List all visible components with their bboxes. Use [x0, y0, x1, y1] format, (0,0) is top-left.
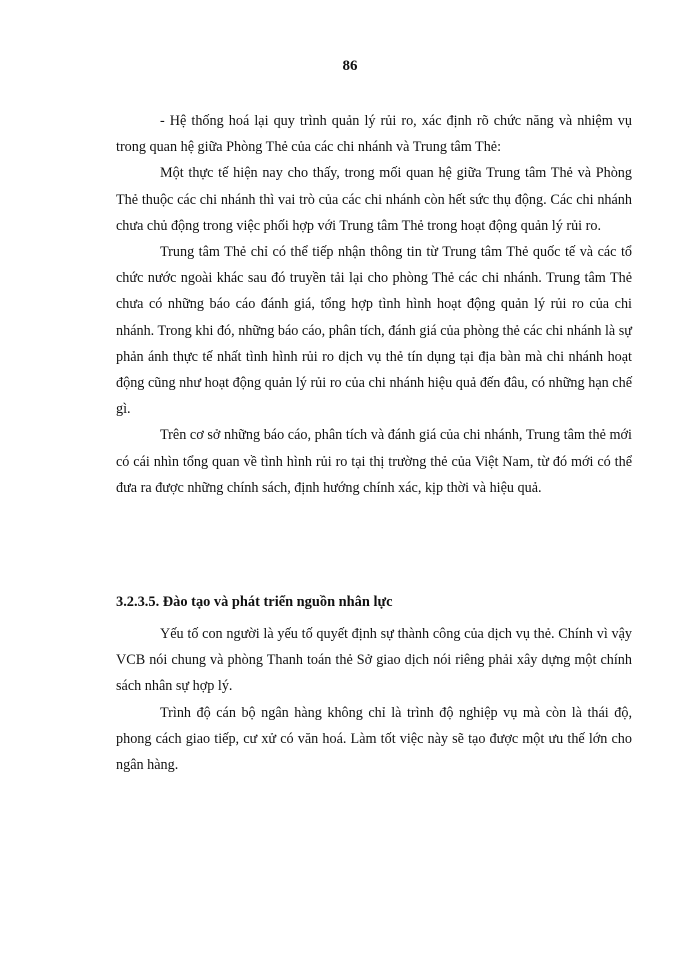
section-heading: 3.2.3.5. Đào tạo và phát triển nguồn nhân lực [116, 594, 393, 611]
section-spacer [116, 501, 632, 589]
page-body [116, 108, 632, 778]
paragraph-risk-process: - Hệ thống hoá lại quy trình quản lý rủi ro, xác định rõ chức năng và nhiệm vụ trong quan hệ giữa Phòng Thẻ của các chi nhánh và Trung tâm Thẻ: [116, 113, 632, 156]
paragraph-card-center-info: Trung tâm Thẻ chỉ có thể tiếp nhận thông tin từ Trung tâm Thẻ quốc tế và các tổ chức nước ngoài khác sau đó truyền tải lại cho phòng Thẻ các chi nhánh. Trung tâm Thẻ chưa có những báo cáo đánh giá, tổng hợp tình hình hoạt động quản lý rủi ro của chi nhánh. Trong khi đó, những báo cáo, phân tích, đánh giá của phòng thẻ các chi nhánh là sự phản ánh thực tế nhất tình hình rủi ro dịch vụ thẻ tín dụng tại địa bàn mà chi nhánh hoạt động cũng như hoạt động quản lý rủi ro của chi nhánh hiệu quả đến đâu, có những hạn chế gì. [116, 244, 632, 418]
paragraph-human-factor: Yếu tố con người là yếu tố quyết định sự thành công của dịch vụ thẻ. Chính vì vậy VCB nói chung và phòng Thanh toán thẻ Sở giao dịch nói riêng phải xây dựng một chính sách nhân sự hợp lý. [116, 626, 632, 695]
paragraph-branch-role: Một thực tế hiện nay cho thấy, trong mối quan hệ giữa Trung tâm Thẻ và Phòng Thẻ thuộc các chi nhánh thì vai trò của các chi nhánh còn hết sức thụ động. Các chi nhánh chưa chủ động trong việc phối hợp với Trung tâm Thẻ trong hoạt động quản lý rủi ro. [116, 165, 632, 234]
paragraph-overview: Trên cơ sở những báo cáo, phân tích và đánh giá của chi nhánh, Trung tâm thẻ mới có cái nhìn tổng quan về tình hình rủi ro tại thị trường thẻ của Việt Nam, từ đó mới có thể đưa ra được những chính sách, định hướng chính xác, kịp thời và hiệu quả. [116, 427, 632, 496]
page-number: 86 [342, 58, 358, 74]
paragraph-staff-skills: Trình độ cán bộ ngân hàng không chỉ là trình độ nghiệp vụ mà còn là thái độ, phong cách giao tiếp, cư xử có văn hoá. Làm tốt việc này sẽ tạo được một ưu thế lớn cho ngân hàng. [116, 704, 632, 774]
